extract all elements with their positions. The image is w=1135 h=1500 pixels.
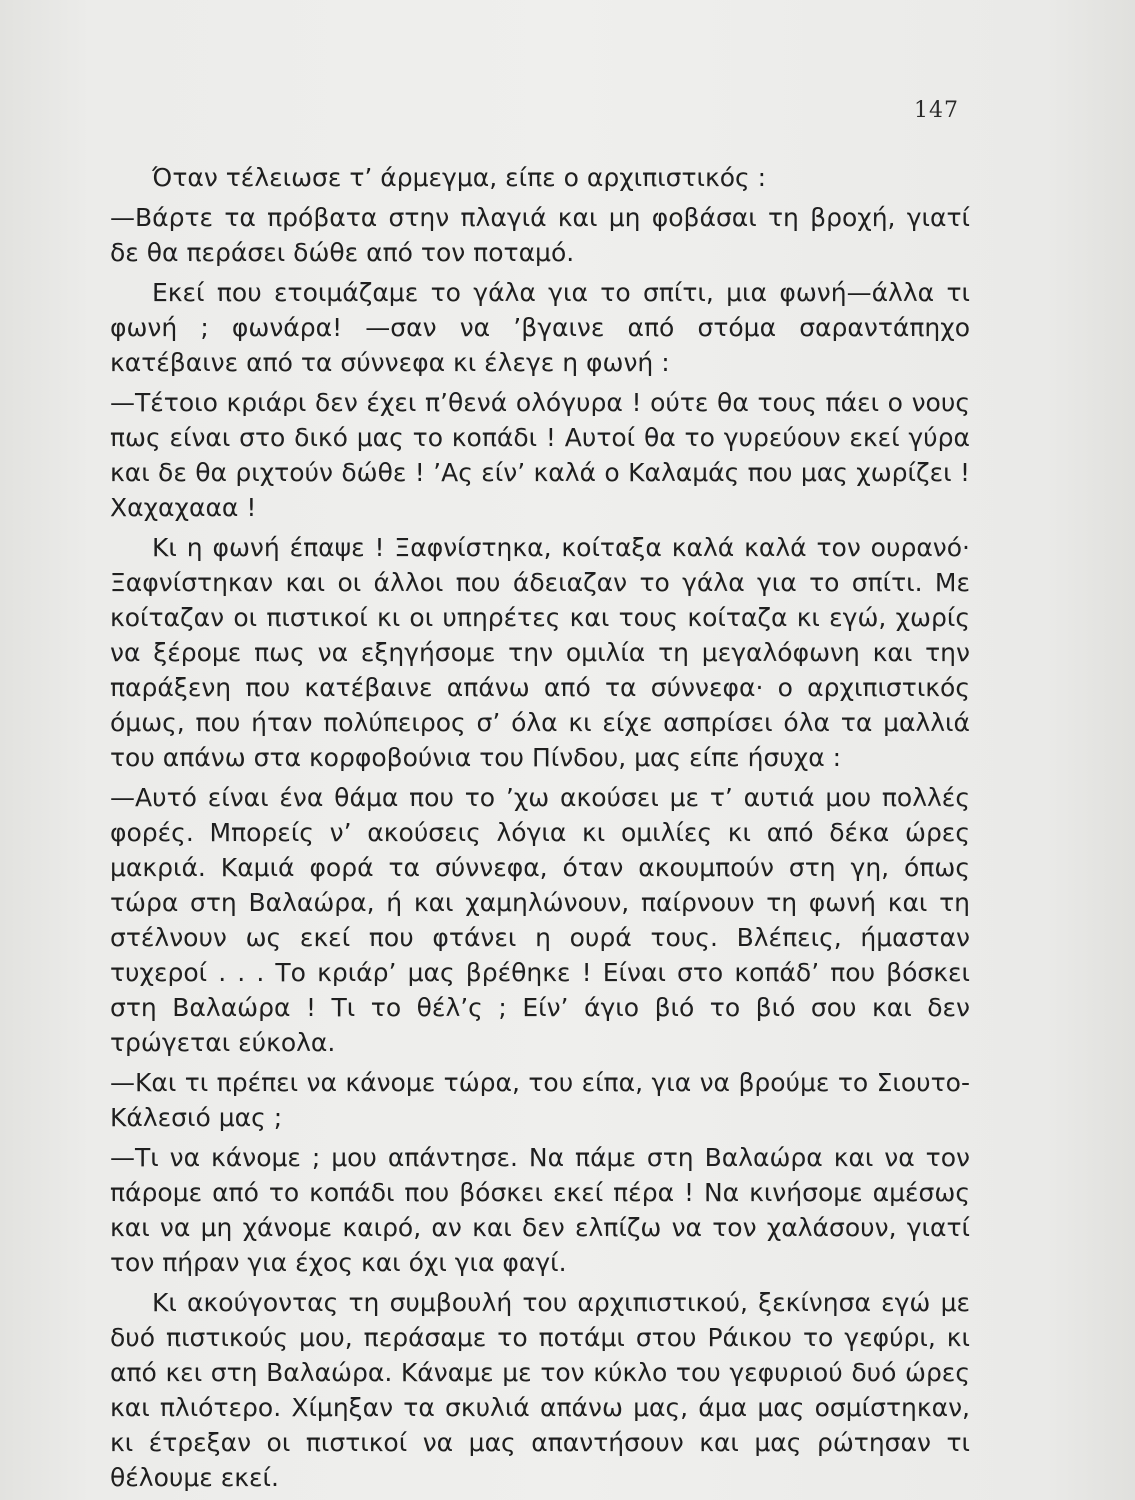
- page-number: 147: [914, 98, 959, 123]
- paragraph: Κι ακούγοντας τη συμβουλή του αρχιπιστικού, ξεκίνησα εγώ με δυό πιστικούς μου, περάσαμε το ποτάμι στου Ράικου το γεφύρι, κι από κει στη Βαλαώρα. Κάναμε με τον κύκλο του γεφυριού δυό ώρες και πλιότερο. Χίμηξαν τα σκυλιά απάνω μας, άμα μας οσμίστηκαν, κι έτρεξαν οι πιστικοί να μας απαντήσουν και μας ρώτησαν τι θέλουμε εκεί.: [110, 1288, 970, 1492]
- paragraph: Εκεί που ετοιμάζαμε το γάλα για το σπίτι, μια φωνή—άλλα τι φωνή ; φωνάρα! —σαν να ’βγαινε από στόμα σαραντάπηχο κατέβαινε από τα σύννεφα κι έλεγε η φωνή :: [110, 278, 970, 377]
- paragraph: —Βάρτε τα πρόβατα στην πλαγιά και μη φοβάσαι τη βροχή, γιατί δε θα περάσει δώθε από τον ποταμό.: [110, 203, 970, 267]
- paragraph: —Και τι πρέπει να κάνομε τώρα, του είπα, για να βρούμε το Σιουτο-Κάλεσιό μας ;: [110, 1068, 970, 1132]
- paragraph: Όταν τέλειωσε τ’ άρμεγμα, είπε ο αρχιπιστικός :: [152, 163, 767, 192]
- page-text: [110, 160, 970, 1500]
- paragraph: —Αυτό είναι ένα θάμα που το ’χω ακούσει με τ’ αυτιά μου πολλές φορές. Μπορείς ν’ ακούσεις λόγια κι ομιλίες κι από δέκα ώρες μακριά. Καμιά φορά τα σύννεφα, όταν ακουμπούν στη γη, όπως τώρα στη Βαλαώρα, ή και χαμηλώνουν, παίρνουν τη φωνή και τη στέλνουν ως εκεί που φτάνει η ουρά τους. Βλέπεις, ήμασταν τυχεροί . . . Το κριάρ’ μας βρέθηκε ! Είναι στο κοπάδ’ που βόσκει στη Βαλαώρα ! Τι το θέλ’ς ; Είν’ άγιο βιό το βιό σου και δεν τρώγεται εύκολα.: [110, 783, 970, 1057]
- paragraph: Κι η φωνή έπαψε ! Ξαφνίστηκα, κοίταξα καλά καλά τον ουρανό· Ξαφνίστηκαν και οι άλλοι που άδειαζαν το γάλα για το σπίτι. Με κοίταζαν οι πιστικοί κι οι υπηρέτες και τους κοίταζα κι εγώ, χωρίς να ξέρομε πως να εξηγήσομε την ομιλία τη μεγαλόφωνη και την παράξενη που κατέβαινε απάνω από τα σύννεφα· ο αρχιπιστικός όμως, που ήταν πολύπειρος σ’ όλα κι είχε ασπρίσει όλα τα μαλλιά του απάνω στα κορφοβούνια του Πίνδου, μας είπε ήσυχα :: [110, 533, 970, 772]
- paragraph: —Τέτοιο κριάρι δεν έχει π’θενά ολόγυρα ! ούτε θα τους πάει ο νους πως είναι στο δικό μας το κοπάδι ! Αυτοί θα το γυρεύουν εκεί γύρα και δε θα ριχτούν δώθε ! ’Ας είν’ καλά ο Καλαμάς που μας χωρίζει ! Χαχαχααα !: [110, 388, 970, 522]
- paragraph: —Τι να κάνομε ; μου απάντησε. Να πάμε στη Βαλαώρα και να τον πάρομε από το κοπάδι που βόσκει εκεί πέρα ! Να κινήσομε αμέσως και να μη χάνομε καιρό, αν και δεν ελπίζω να τον χαλάσουν, γιατί τον πήραν για έχος και όχι για φαγί.: [110, 1143, 970, 1277]
